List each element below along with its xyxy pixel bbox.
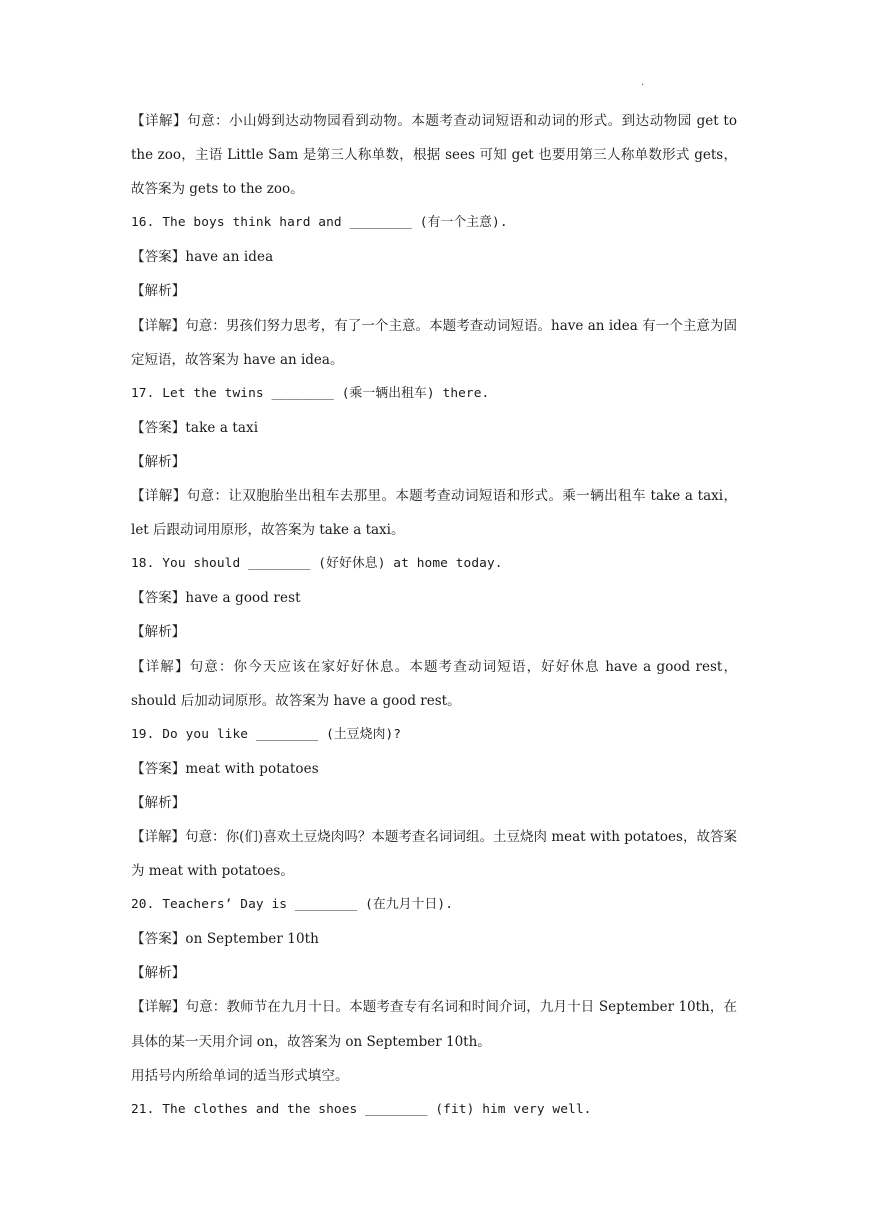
question-16: 16. The boys think hard and ________ (有一个主意). bbox=[131, 215, 508, 231]
analysis-label: 【解析】 bbox=[131, 283, 186, 300]
answer-17: 【答案】take a taxi bbox=[131, 419, 259, 436]
analysis-label: 【解析】 bbox=[131, 794, 186, 811]
document-content bbox=[131, 104, 737, 1127]
analysis-label: 【解析】 bbox=[131, 453, 186, 470]
question-17: 17. Let the twins ________ (乘一辆出租车) there. bbox=[131, 385, 490, 401]
answer-19: 【答案】meat with potatoes bbox=[131, 760, 319, 777]
section-instruction: 用括号内所给单词的适当形式填空。 bbox=[131, 1067, 349, 1084]
answer-20: 【答案】on September 10th bbox=[131, 931, 319, 948]
question-18: 18. You should ________ (好好休息) at home today. bbox=[131, 556, 503, 572]
analysis-label: 【解析】 bbox=[131, 965, 186, 982]
explanation-paragraph: 【详解】句意：教师节在九月十日。本题考查专有名词和时间介词，九月十日 September 10th，在具体的某一天用介词 on，故答案为 on September 10th。 bbox=[131, 999, 737, 1050]
question-19: 19. Do you like ________ (土豆烧肉)? bbox=[131, 726, 402, 742]
analysis-label: 【解析】 bbox=[131, 624, 186, 641]
question-21: 21. The clothes and the shoes ________ (fit) him very well. bbox=[131, 1101, 592, 1117]
explanation-paragraph: 【详解】句意：你(们)喜欢土豆烧肉吗？本题考查名词词组。土豆烧肉 meat with potatoes，故答案为 meat with potatoes。 bbox=[131, 828, 737, 880]
explanation-paragraph: 【详解】句意：男孩们努力思考，有了一个主意。本题考查动词短语。have an idea 有一个主意为固定短语，故答案为 have an idea。 bbox=[131, 317, 737, 368]
explanation-paragraph: 【详解】句意：小山姆到达动物园看到动物。本题考查动词短语和动词的形式。到达动物园 get to the zoo，主语 Little Sam 是第三人称单数，根据 sees 可知 get 也要用第三人称单数形式 gets，故答案为 gets to the zoo。 bbox=[131, 113, 737, 198]
explanation-paragraph: 【详解】句意：让双胞胎坐出租车去那里。本题考查动词短语和形式。乘一辆出租车 take a taxi，let 后跟动词用原形，故答案为 take a taxi。 bbox=[131, 488, 737, 539]
answer-18: 【答案】have a good rest bbox=[131, 590, 301, 607]
answer-16: 【答案】have an idea bbox=[131, 249, 274, 266]
question-20: 20. Teachers’ Day is ________ (在九月十日). bbox=[131, 897, 454, 913]
explanation-paragraph: 【详解】句意：你今天应该在家好好休息。本题考查动词短语，好好休息 have a good rest，should 后加动词原形。故答案为 have a good rest。 bbox=[131, 658, 737, 709]
corner-mark: · bbox=[641, 80, 645, 91]
